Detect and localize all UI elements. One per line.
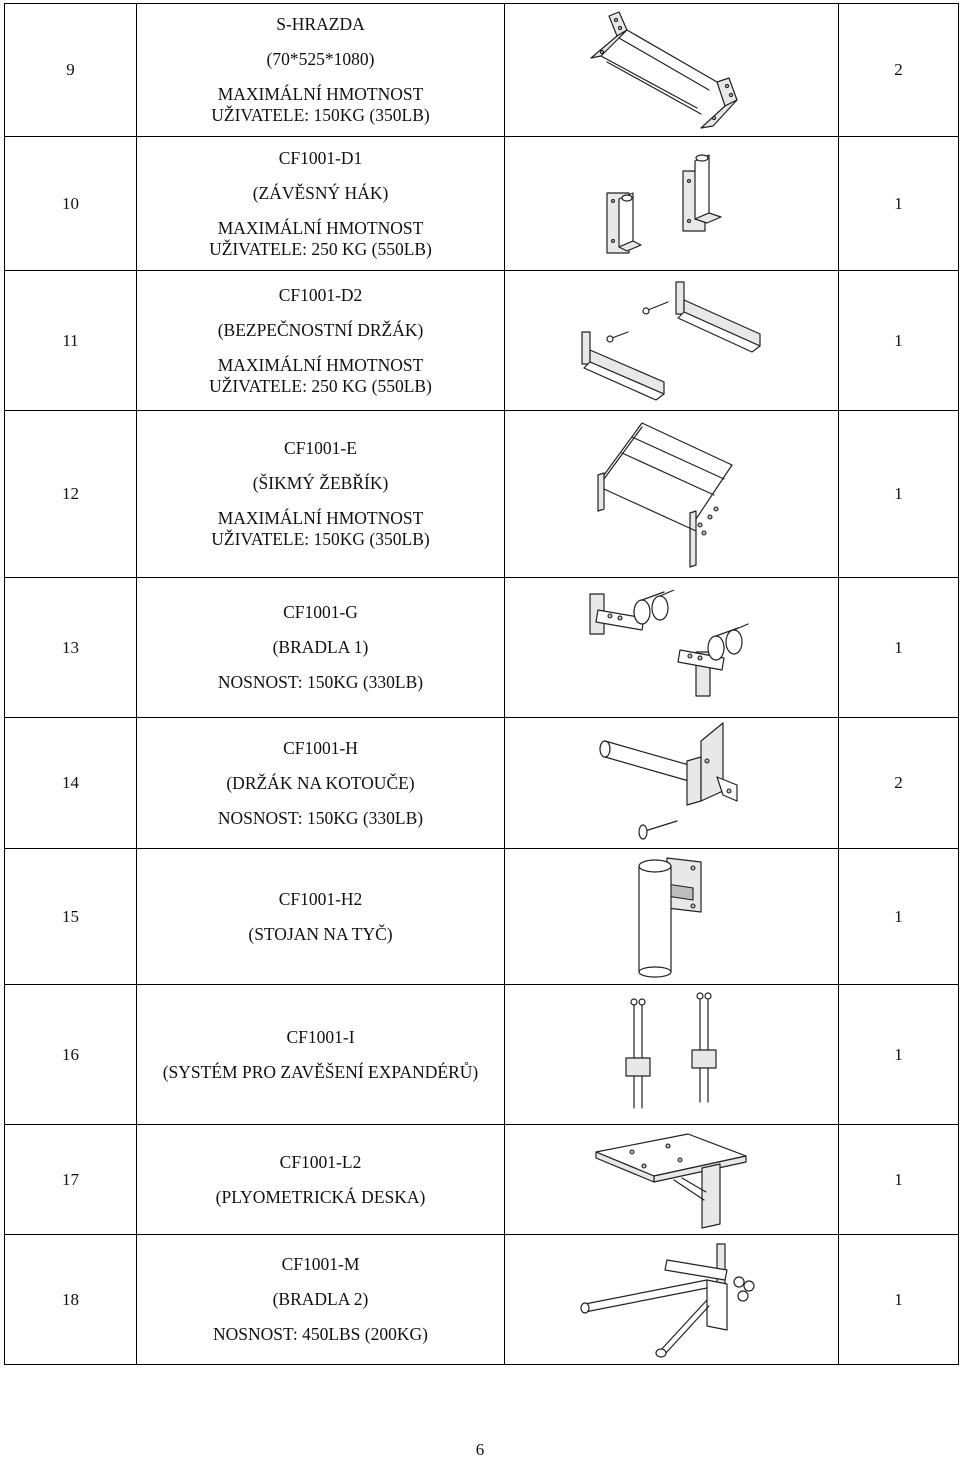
s-bar-frame-icon (587, 8, 757, 133)
dip-bars-1-icon (584, 590, 759, 705)
description-line: (BEZPEČNOSTNÍ DRŽÁK) (217, 319, 424, 340)
hanging-hook-icon (597, 141, 747, 266)
description-line: MAXIMÁLNÍ HMOTNOST (217, 84, 424, 104)
item-number: 14 (5, 718, 137, 849)
description-line: MAXIMÁLNÍ HMOTNOST (217, 508, 424, 528)
description-line: MAXIMÁLNÍ HMOTNOST (217, 354, 424, 375)
parts-table (4, 3, 959, 1365)
safety-holder-icon (572, 276, 772, 406)
description-line: (BRADLA 2) (272, 1289, 369, 1309)
item-number: 16 (5, 985, 137, 1125)
item-image-cell (505, 718, 839, 849)
item-description (137, 1235, 505, 1365)
description-line: S-HRAZDA (276, 14, 365, 34)
item-description (137, 411, 505, 578)
description-line: CF1001-H2 (278, 888, 363, 909)
description-line: MAXIMÁLNÍ HMOTNOST (217, 217, 424, 238)
description-line: (PLYOMETRICKÁ DESKA) (215, 1186, 426, 1207)
item-quantity: 1 (839, 849, 959, 985)
item-image-cell (505, 4, 839, 137)
description-line: NOSNOST: 450LBS (200KG) (213, 1324, 428, 1344)
description-line: CF1001-M (281, 1254, 360, 1274)
dip-bars-2-icon (577, 1240, 767, 1360)
expander-system-icon (612, 992, 732, 1117)
item-number: 13 (5, 578, 137, 718)
description-line: UŽIVATELE: 150KG (350LB) (211, 105, 430, 125)
item-quantity: 1 (839, 271, 959, 411)
table-row (5, 718, 959, 849)
description-line: UŽIVATELE: 250 KG (550LB) (209, 375, 432, 396)
description-line: NOSNOST: 150KG (330LB) (217, 807, 424, 828)
page-number: 6 (475, 1440, 485, 1459)
table-row (5, 1125, 959, 1235)
table-row (5, 849, 959, 985)
description-line: CF1001-D2 (278, 284, 363, 305)
item-image-cell (505, 271, 839, 411)
description-line: CF1001-L2 (279, 1151, 362, 1172)
item-number: 9 (5, 4, 137, 137)
description-line: UŽIVATELE: 150KG (350LB) (211, 529, 430, 549)
item-image-cell (505, 1235, 839, 1365)
table-row (5, 411, 959, 578)
item-quantity: 1 (839, 1125, 959, 1235)
description-line: NOSNOST: 150KG (330LB) (217, 672, 424, 692)
item-image-cell (505, 849, 839, 985)
item-quantity: 1 (839, 578, 959, 718)
item-number: 17 (5, 1125, 137, 1235)
item-description (137, 137, 505, 271)
item-description (137, 849, 505, 985)
item-description (137, 271, 505, 411)
item-description (137, 1125, 505, 1235)
table-row (5, 4, 959, 137)
plyometric-board-icon (592, 1130, 752, 1230)
item-image-cell (505, 1125, 839, 1235)
description-line: (SYSTÉM PRO ZAVĚŠENÍ EXPANDÉRŮ) (162, 1061, 479, 1082)
item-number: 18 (5, 1235, 137, 1365)
plate-holder-icon (597, 721, 747, 846)
table-row (5, 137, 959, 271)
item-number: 15 (5, 849, 137, 985)
table-row (5, 578, 959, 718)
item-number: 10 (5, 137, 137, 271)
item-number: 12 (5, 411, 137, 578)
description-line: CF1001-E (284, 438, 357, 458)
item-image-cell (505, 985, 839, 1125)
item-quantity: 2 (839, 4, 959, 137)
table-row (5, 1235, 959, 1365)
description-line: (ŠIKMÝ ŽEBŘÍK) (252, 473, 389, 493)
item-description (137, 4, 505, 137)
description-line: CF1001-G (283, 602, 358, 622)
slanted-ladder-icon (592, 419, 752, 569)
description-line: CF1001-I (286, 1026, 355, 1047)
description-line: (STOJAN NA TYČ) (248, 923, 393, 944)
description-line: CF1001-H (283, 737, 358, 758)
item-quantity: 2 (839, 718, 959, 849)
item-image-cell (505, 411, 839, 578)
description-line: (ZÁVĚSNÝ HÁK) (252, 182, 389, 203)
item-image-cell (505, 137, 839, 271)
item-description (137, 578, 505, 718)
description-line: UŽIVATELE: 250 KG (550LB) (209, 238, 432, 259)
item-quantity: 1 (839, 985, 959, 1125)
description-line: (DRŽÁK NA KOTOUČE) (226, 772, 415, 793)
item-quantity: 1 (839, 137, 959, 271)
description-line: (70*525*1080) (266, 49, 375, 69)
description-line: (BRADLA 1) (272, 637, 369, 657)
item-quantity: 1 (839, 411, 959, 578)
description-line: CF1001-D1 (278, 147, 363, 168)
item-image-cell (505, 578, 839, 718)
item-description (137, 985, 505, 1125)
table-row (5, 271, 959, 411)
table-row (5, 985, 959, 1125)
bar-stand-icon (627, 854, 717, 979)
item-quantity: 1 (839, 1235, 959, 1365)
item-description (137, 718, 505, 849)
item-number: 11 (5, 271, 137, 411)
